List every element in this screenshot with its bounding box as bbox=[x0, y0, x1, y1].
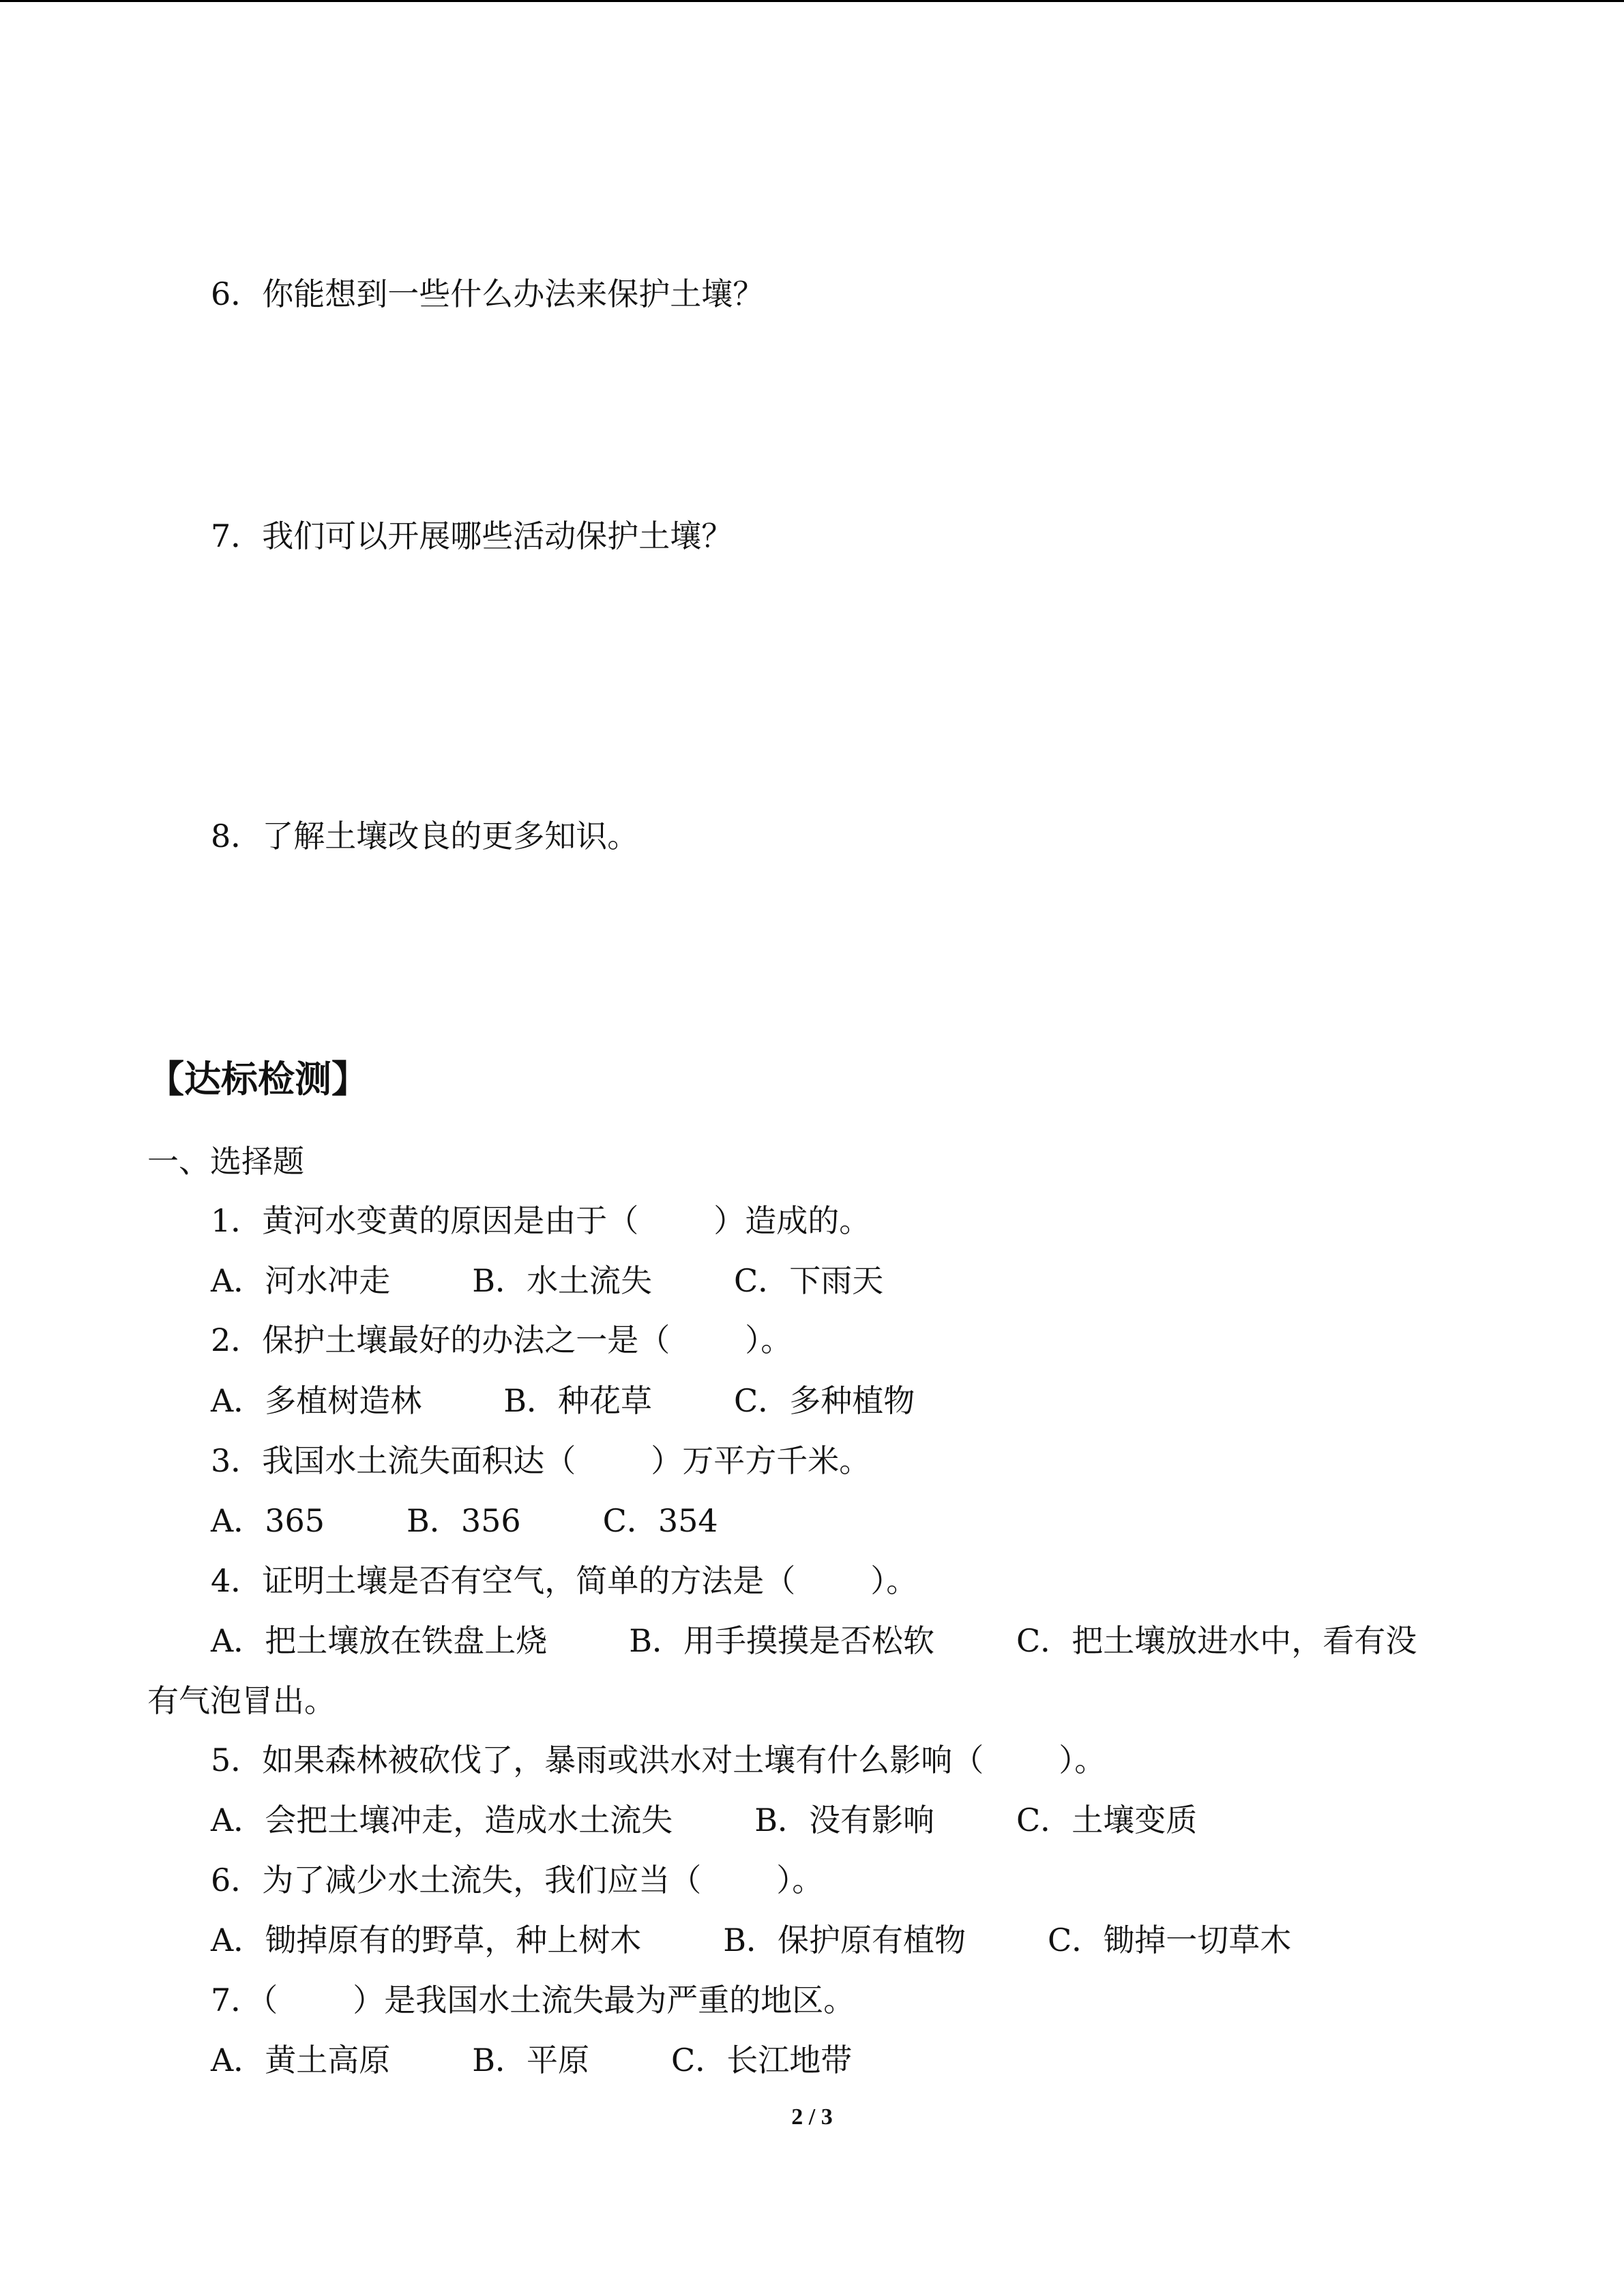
question-text: 7．（ bbox=[211, 1982, 278, 2018]
question-text: 6．为了减少水土流失，我们应当（ bbox=[211, 1862, 702, 1898]
mcq-question-1 bbox=[211, 1202, 870, 1240]
option-a[interactable]: A．365 bbox=[211, 1502, 325, 1539]
option-c[interactable]: C．下雨天 bbox=[734, 1262, 884, 1299]
mcq-question-4 bbox=[211, 1562, 917, 1600]
option-a[interactable]: A．河水冲走 bbox=[211, 1262, 391, 1299]
section-subtitle: 一、选择题 bbox=[147, 1143, 304, 1180]
mcq-question-7 bbox=[211, 1981, 855, 2019]
option-c[interactable]: C．土壤变质 bbox=[1016, 1802, 1198, 1838]
page-number: 2 / 3 bbox=[791, 2104, 833, 2130]
option-a[interactable]: A．会把土壤冲走，造成水土流失 bbox=[211, 1802, 673, 1838]
option-c[interactable]: C．长江地带 bbox=[671, 2042, 853, 2078]
question-text-end: ）。 bbox=[776, 1862, 824, 1898]
option-a[interactable]: A．黄土高原 bbox=[211, 2042, 391, 2078]
mcq-options-1 bbox=[211, 1262, 883, 1300]
section-title: 【达标检测】 bbox=[147, 1058, 368, 1101]
open-question-8 bbox=[211, 817, 638, 855]
question-text-end: ）造成的。 bbox=[713, 1202, 871, 1239]
question-text: 4．证明土壤是否有空气，简单的方法是（ bbox=[211, 1562, 796, 1599]
mcq-question-2 bbox=[211, 1321, 792, 1359]
mcq-options-5 bbox=[211, 1801, 1197, 1839]
question-text-end: ）。 bbox=[870, 1562, 918, 1599]
question-text: 你能想到一些什么办法来保护土壤？ bbox=[262, 275, 765, 312]
option-c[interactable]: C．354 bbox=[602, 1502, 718, 1539]
mcq-question-6 bbox=[211, 1861, 823, 1899]
option-a[interactable]: A．锄掉原有的野草，种上树木 bbox=[211, 1922, 642, 1958]
question-text: 5．如果森林被砍伐了，暴雨或洪水对土壤有什么影响（ bbox=[211, 1742, 984, 1778]
question-text-end: ）。 bbox=[1059, 1742, 1106, 1778]
option-b[interactable]: B．保护原有植物 bbox=[723, 1922, 966, 1958]
question-number: 7． bbox=[211, 518, 263, 554]
option-b[interactable]: B．没有影响 bbox=[754, 1802, 935, 1838]
open-question-7 bbox=[211, 517, 733, 555]
mcq-options-7 bbox=[211, 2041, 852, 2079]
mcq-options-4 bbox=[211, 1622, 1417, 1660]
question-text: 3．我国水土流失面积达（ bbox=[211, 1442, 576, 1479]
option-b[interactable]: B．水土流失 bbox=[472, 1262, 653, 1299]
question-number: 6． bbox=[211, 275, 263, 312]
option-b[interactable]: B．356 bbox=[407, 1502, 521, 1539]
question-number: 8． bbox=[211, 818, 263, 854]
mcq-options-3 bbox=[211, 1502, 718, 1540]
mcq-option-continuation: 有气泡冒出。 bbox=[147, 1682, 336, 1719]
question-text: 我们可以开展哪些活动保护土壤？ bbox=[262, 518, 733, 554]
question-text: 了解土壤改良的更多知识。 bbox=[262, 818, 639, 854]
mcq-options-6 bbox=[211, 1921, 1291, 1959]
option-b[interactable]: B．平原 bbox=[472, 2042, 590, 2078]
option-a[interactable]: A．把土壤放在铁盘上烧 bbox=[211, 1622, 548, 1659]
question-text-end: ）。 bbox=[745, 1322, 793, 1358]
question-text-end: ）万平方千米。 bbox=[651, 1442, 871, 1479]
option-c[interactable]: C．锄掉一切草木 bbox=[1048, 1922, 1292, 1958]
option-c[interactable]: C．把土壤放进水中，看有没 bbox=[1016, 1622, 1417, 1659]
mcq-question-3 bbox=[211, 1442, 870, 1480]
page-top-border bbox=[0, 0, 1624, 2]
option-b[interactable]: B．用手摸摸是否松软 bbox=[629, 1622, 935, 1659]
question-text: 1．黄河水变黄的原因是由于（ bbox=[211, 1202, 639, 1239]
option-c[interactable]: C．多种植物 bbox=[734, 1382, 915, 1419]
mcq-options-2 bbox=[211, 1382, 915, 1420]
option-b[interactable]: B．种花草 bbox=[503, 1382, 653, 1419]
option-a[interactable]: A．多植树造林 bbox=[211, 1382, 422, 1419]
question-text-end: ）是我国水土流失最为严重的地区。 bbox=[353, 1982, 855, 2018]
mcq-question-5 bbox=[211, 1741, 1106, 1779]
question-text: 2．保护土壤最好的办法之一是（ bbox=[211, 1322, 670, 1358]
open-question-6 bbox=[211, 275, 764, 313]
